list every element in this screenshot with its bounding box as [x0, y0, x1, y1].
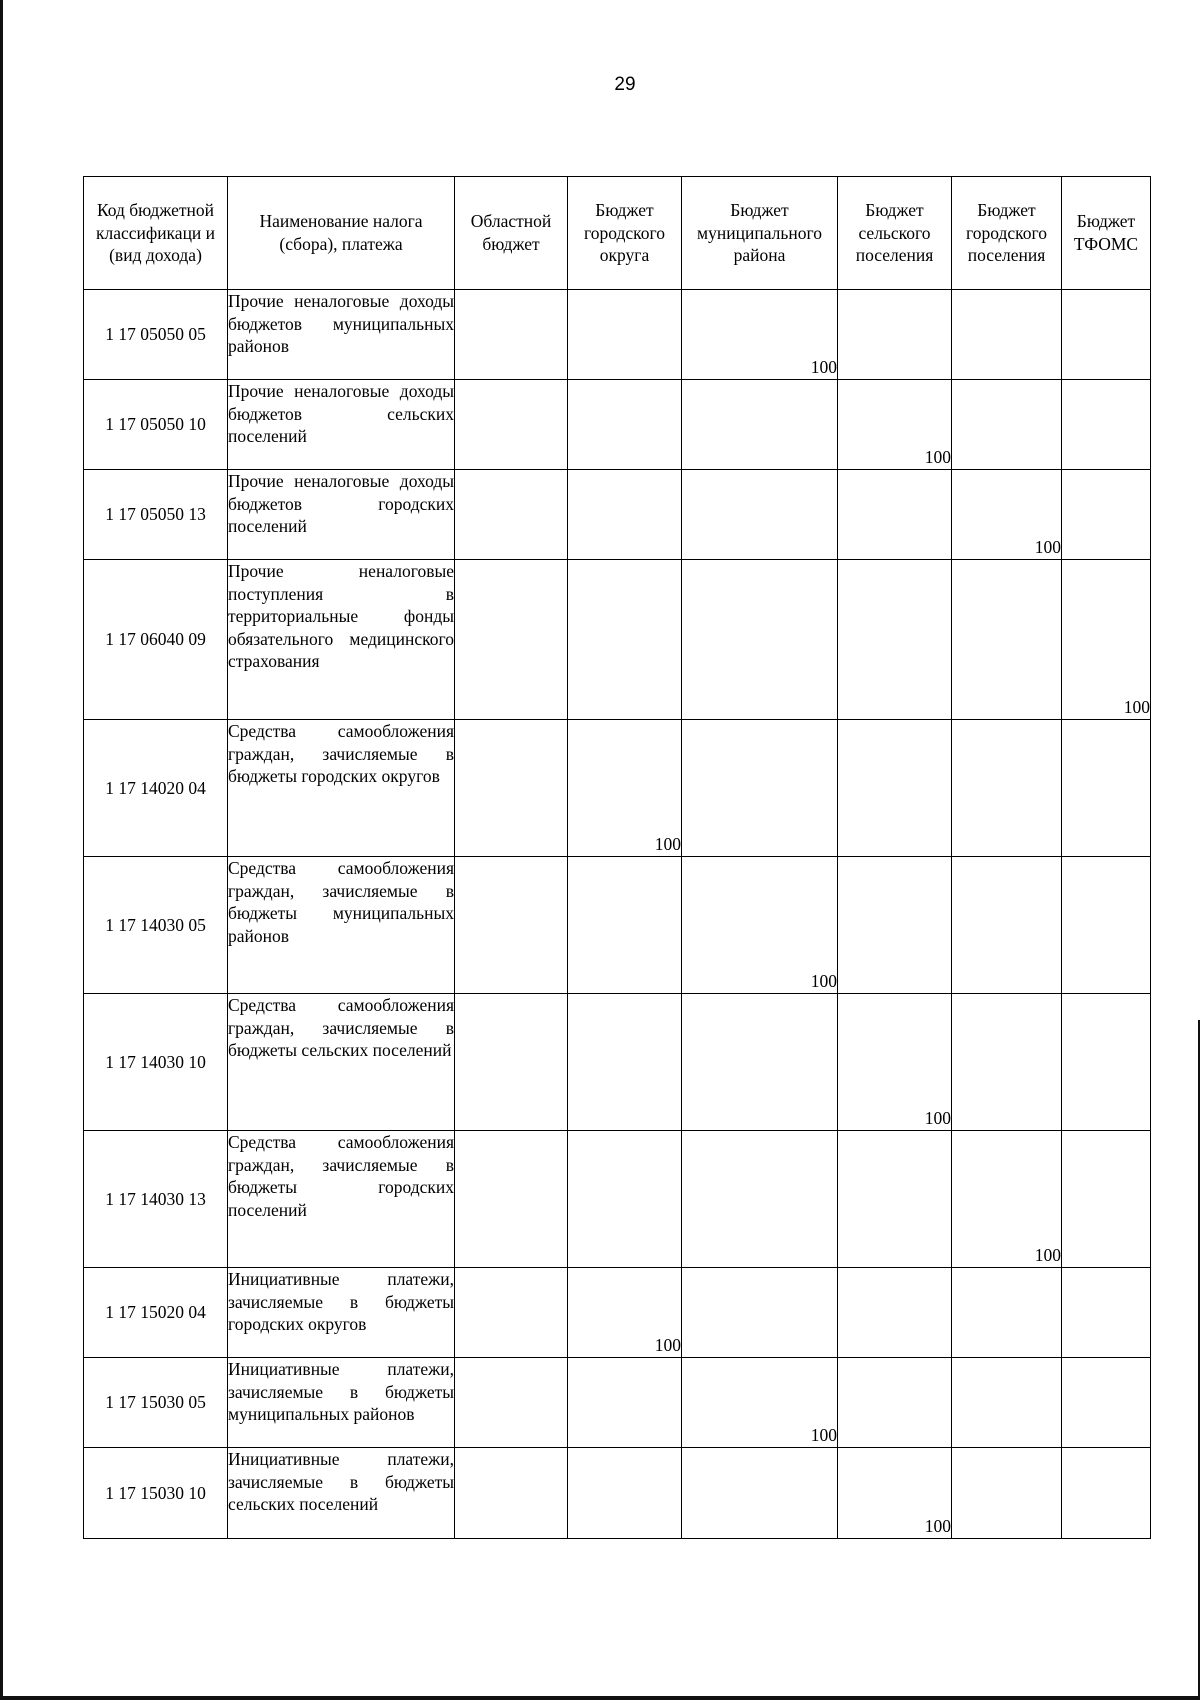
cell-municipal-district — [682, 470, 838, 560]
cell-municipal-district — [682, 1448, 838, 1539]
cell-tfoms — [1062, 1131, 1151, 1268]
cell-municipal-district — [682, 720, 838, 857]
cell-municipal-district — [682, 994, 838, 1131]
cell-municipal-district — [682, 380, 838, 470]
row-code: 1 17 05050 10 — [84, 380, 228, 470]
cell-rural-settlement — [838, 470, 952, 560]
page-number: 29 — [614, 74, 636, 95]
budget-distribution-table — [83, 176, 1151, 1539]
cell-city-district — [568, 1358, 682, 1448]
cell-urban-settlement — [952, 720, 1062, 857]
header-code: Код бюджетной классификаци и (вид дохода) — [84, 177, 228, 290]
cell-city-district — [568, 470, 682, 560]
cell-urban-settlement — [952, 1268, 1062, 1358]
row-name: Средства самообложения граждан, зачисляемые в бюджеты городских округов — [228, 720, 455, 857]
cell-urban-settlement — [952, 380, 1062, 470]
cell-urban-settlement — [952, 1448, 1062, 1539]
cell-city-district — [568, 994, 682, 1131]
cell-municipal-district — [682, 560, 838, 720]
cell-urban-settlement — [952, 1358, 1062, 1448]
cell-regional — [455, 994, 568, 1131]
cell-urban-settlement: 100 — [952, 1131, 1062, 1268]
cell-regional — [455, 720, 568, 857]
cell-municipal-district: 100 — [682, 857, 838, 994]
cell-urban-settlement — [952, 994, 1062, 1131]
table-row — [84, 290, 1151, 380]
cell-rural-settlement: 100 — [838, 380, 952, 470]
cell-rural-settlement — [838, 1131, 952, 1268]
cell-rural-settlement — [838, 290, 952, 380]
cell-tfoms — [1062, 857, 1151, 994]
row-name: Прочие неналоговые доходы бюджетов муниципальных районов — [228, 290, 455, 380]
table-row — [84, 994, 1151, 1131]
row-code: 1 17 05050 05 — [84, 290, 228, 380]
cell-rural-settlement — [838, 1358, 952, 1448]
table-body — [84, 290, 1151, 1539]
cell-municipal-district: 100 — [682, 1358, 838, 1448]
table-row — [84, 380, 1151, 470]
cell-city-district — [568, 857, 682, 994]
row-name: Прочие неналоговые доходы бюджетов городских поселений — [228, 470, 455, 560]
row-name: Средства самообложения граждан, зачисляемые в бюджеты сельских поселений — [228, 994, 455, 1131]
cell-regional — [455, 1268, 568, 1358]
row-name: Инициативные платежи, зачисляемые в бюджеты городских округов — [228, 1268, 455, 1358]
row-name: Средства самообложения граждан, зачисляемые в бюджеты городских поселений — [228, 1131, 455, 1268]
cell-rural-settlement — [838, 560, 952, 720]
cell-regional — [455, 470, 568, 560]
row-name: Прочие неналоговые доходы бюджетов сельских поселений — [228, 380, 455, 470]
table-row — [84, 560, 1151, 720]
row-code: 1 17 14020 04 — [84, 720, 228, 857]
row-name: Средства самообложения граждан, зачисляемые в бюджеты муниципальных районов — [228, 857, 455, 994]
cell-city-district — [568, 560, 682, 720]
header-row — [84, 177, 1151, 290]
row-code: 1 17 06040 09 — [84, 560, 228, 720]
row-code: 1 17 14030 10 — [84, 994, 228, 1131]
cell-municipal-district: 100 — [682, 290, 838, 380]
cell-tfoms — [1062, 1448, 1151, 1539]
cell-rural-settlement: 100 — [838, 994, 952, 1131]
table-header — [84, 177, 1151, 290]
row-code: 1 17 15020 04 — [84, 1268, 228, 1358]
table-row — [84, 1268, 1151, 1358]
cell-tfoms — [1062, 1268, 1151, 1358]
cell-municipal-district — [682, 1131, 838, 1268]
cell-regional — [455, 290, 568, 380]
row-name: Инициативные платежи, зачисляемые в бюджеты муниципальных районов — [228, 1358, 455, 1448]
table-row — [84, 1358, 1151, 1448]
cell-regional — [455, 1131, 568, 1268]
cell-regional — [455, 380, 568, 470]
cell-regional — [455, 1448, 568, 1539]
row-code: 1 17 15030 05 — [84, 1358, 228, 1448]
cell-regional — [455, 1358, 568, 1448]
header-regional-budget: Областной бюджет — [455, 177, 568, 290]
cell-city-district: 100 — [568, 720, 682, 857]
header-urban-settlement-budget: Бюджет городского поселения — [952, 177, 1062, 290]
cell-tfoms — [1062, 470, 1151, 560]
cell-tfoms — [1062, 290, 1151, 380]
cell-urban-settlement — [952, 857, 1062, 994]
cell-tfoms — [1062, 380, 1151, 470]
row-code: 1 17 14030 13 — [84, 1131, 228, 1268]
header-municipal-district-budget: Бюджет муниципального района — [682, 177, 838, 290]
row-code: 1 17 05050 13 — [84, 470, 228, 560]
cell-rural-settlement — [838, 720, 952, 857]
cell-rural-settlement — [838, 857, 952, 994]
cell-city-district — [568, 1131, 682, 1268]
row-name: Инициативные платежи, зачисляемые в бюджеты сельских поселений — [228, 1448, 455, 1539]
cell-city-district — [568, 380, 682, 470]
cell-tfoms — [1062, 1358, 1151, 1448]
cell-municipal-district — [682, 1268, 838, 1358]
table-row — [84, 857, 1151, 994]
cell-city-district — [568, 1448, 682, 1539]
cell-regional — [455, 857, 568, 994]
scan-edge-left — [0, 0, 3, 1700]
cell-tfoms — [1062, 720, 1151, 857]
cell-regional — [455, 560, 568, 720]
cell-city-district: 100 — [568, 1268, 682, 1358]
cell-rural-settlement: 100 — [838, 1448, 952, 1539]
row-name: Прочие неналоговые поступления в территориальные фонды обязательного медицинского страхования — [228, 560, 455, 720]
header-rural-settlement-budget: Бюджет сельского поселения — [838, 177, 952, 290]
header-name: Наименование налога (сбора), платежа — [228, 177, 455, 290]
cell-tfoms: 100 — [1062, 560, 1151, 720]
table-row — [84, 470, 1151, 560]
cell-tfoms — [1062, 994, 1151, 1131]
row-code: 1 17 15030 10 — [84, 1448, 228, 1539]
cell-urban-settlement: 100 — [952, 470, 1062, 560]
scan-edge-bottom — [0, 1696, 1200, 1700]
cell-city-district — [568, 290, 682, 380]
table-row — [84, 1448, 1151, 1539]
cell-urban-settlement — [952, 560, 1062, 720]
cell-rural-settlement — [838, 1268, 952, 1358]
table-row — [84, 720, 1151, 857]
cell-urban-settlement — [952, 290, 1062, 380]
header-tfoms-budget: Бюджет ТФОМС — [1062, 177, 1151, 290]
header-city-district-budget: Бюджет городского округа — [568, 177, 682, 290]
row-code: 1 17 14030 05 — [84, 857, 228, 994]
table-row — [84, 1131, 1151, 1268]
